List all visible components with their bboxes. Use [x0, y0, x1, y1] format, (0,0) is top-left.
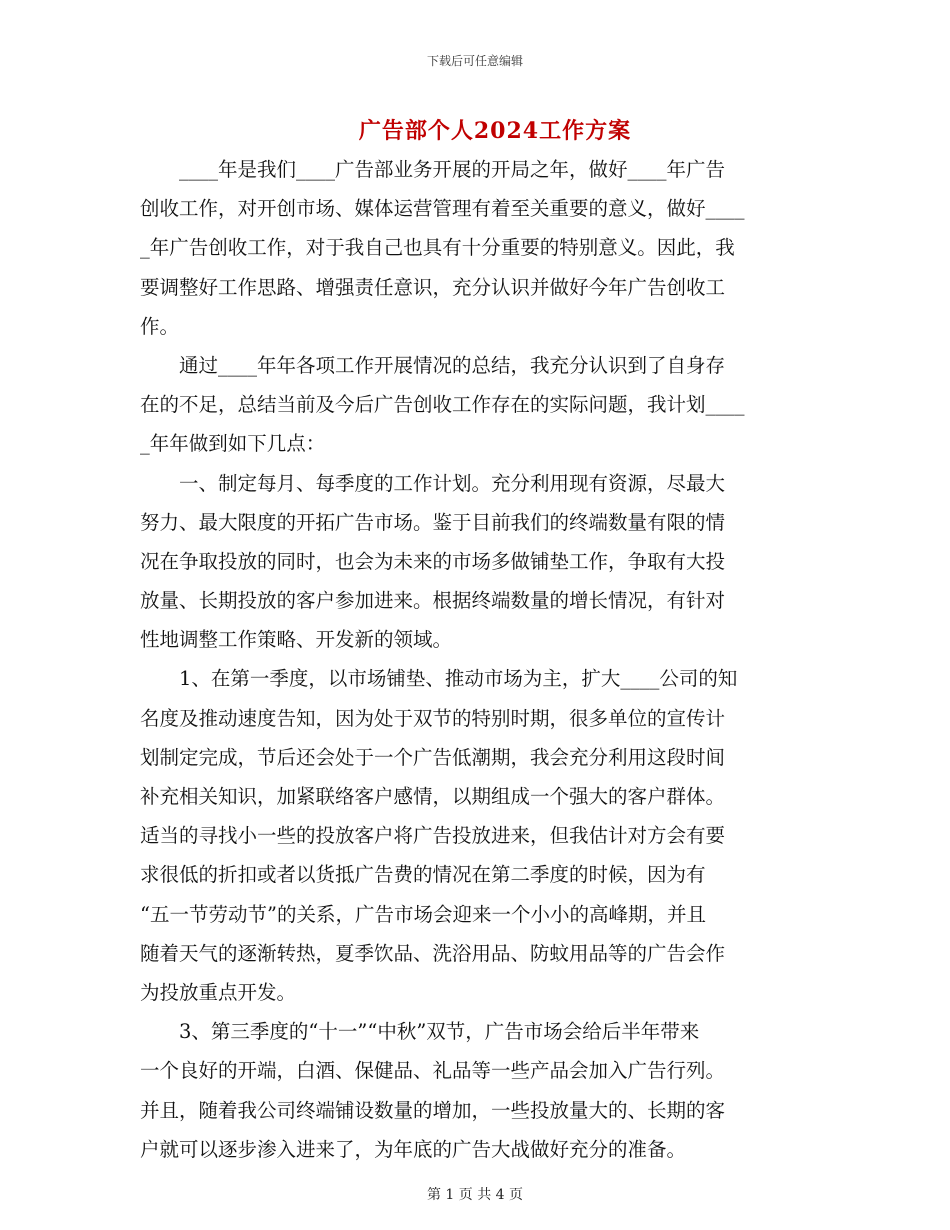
text-line: 放量、长期投放的客户参加进来。根据终端数量的增长情况，有针对	[140, 589, 726, 613]
text-line: 性地调整工作策略、开发新的领域。	[140, 628, 453, 652]
document-title: 广告部个人2024工作方案	[358, 118, 632, 144]
text-line: 适当的寻找小一些的投放客户将广告投放进来，但我估计对方会有要	[140, 824, 726, 848]
text-line: 要调整好工作思路、增强责任意识，充分认识并做好今年广告创收工	[140, 275, 726, 299]
text-line: 补充相关知识，加紧联络客户感情，以期组成一个强大的客户群体。	[140, 785, 726, 808]
text-line: 一、制定每月、每季度的工作计划。充分利用现有资源，尽最大	[140, 471, 726, 495]
text-line: 3、第三季度的“十一”“中秋”双节，广告市场会给后半年带来	[140, 1020, 700, 1044]
text-line: 求很低的折扣或者以货抵广告费的情况在第二季度的时候，因为有	[140, 863, 706, 887]
text-line: 为投放重点开发。	[140, 980, 297, 1004]
paragraph-quarter-three	[140, 1012, 808, 1169]
paragraph-intro	[140, 150, 808, 346]
page-header: 下载后可任意编辑	[426, 54, 523, 68]
text-line: 并且，随着我公司终端铺设数量的增加，一些投放量大的、长期的客	[140, 1098, 726, 1122]
text-line: 通过____年年各项工作开展情况的总结，我充分认识到了自身存	[140, 353, 726, 377]
text-line: 努力、最大限度的开拓广告市场。鉴于目前我们的终端数量有限的情	[140, 510, 726, 534]
text-line: 名度及推动速度告知，因为处于双节的特别时期，很多单位的宣传计	[140, 706, 726, 730]
text-line: 户就可以逐步渗入进来了，为年底的广告大战做好充分的准备。	[140, 1137, 687, 1161]
text-line: _年广告创收工作，对于我自己也具有十分重要的特别意义。因此，我	[140, 236, 735, 260]
text-line: 随着天气的逐渐转热，夏季饮品、洗浴用品、防蚊用品等的广告会作	[140, 941, 726, 965]
text-line: ____年是我们____广告部业务开展的开局之年，做好____年广告	[140, 158, 726, 181]
text-line: 作。	[140, 314, 180, 338]
text-line: 况在争取投放的同时，也会为未来的市场多做铺垫工作，争取有大投	[140, 549, 726, 573]
paragraph-summary	[140, 346, 808, 464]
text-line: 划制定完成，节后还会处于一个广告低潮期，我会充分利用这段时间	[140, 745, 726, 769]
text-line: 在的不足，总结当前及今后广告创收工作存在的实际问题，我计划____	[140, 393, 745, 417]
text-line: “五一节劳动节”的关系，广告市场会迎来一个小小的高峰期，并且	[140, 902, 706, 926]
text-line: _年年做到如下几点：	[140, 432, 326, 456]
paragraph-quarter-one	[140, 659, 808, 1012]
text-line: 创收工作，对开创市场、媒体运营管理有着至关重要的意义，做好____	[140, 197, 745, 221]
document-body	[140, 150, 808, 1169]
paragraph-section-one	[140, 464, 808, 660]
page-footer: 第 1 页 共 4 页	[426, 1187, 524, 1203]
text-line: 一个良好的开端，白酒、保健品、礼品等一些产品会加入广告行列。	[140, 1059, 726, 1083]
text-line: 1、在第一季度，以市场铺垫、推动市场为主，扩大____公司的知	[140, 667, 738, 691]
